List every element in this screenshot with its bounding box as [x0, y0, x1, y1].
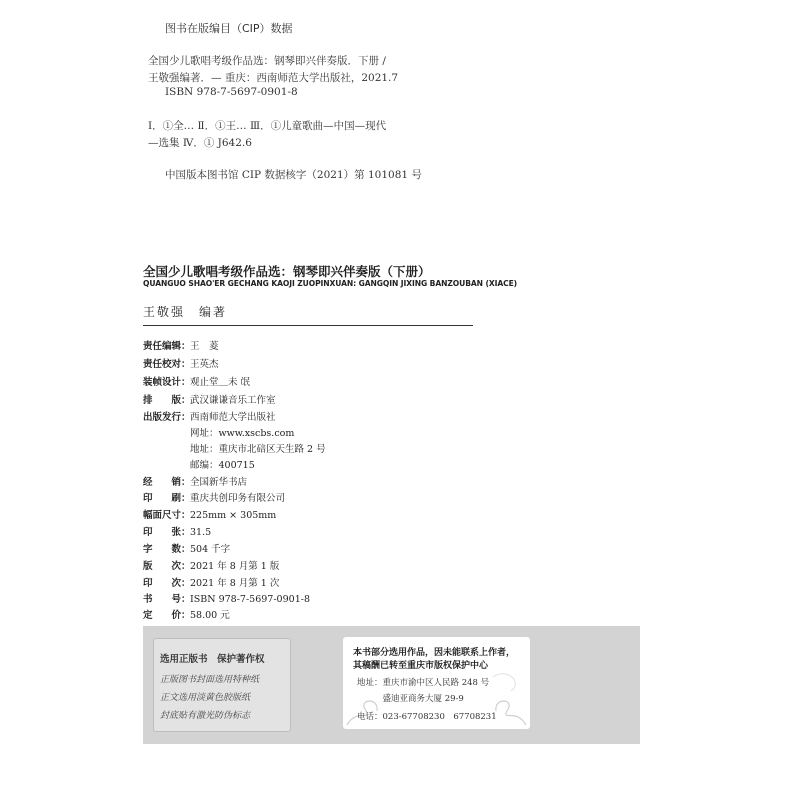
colophon-label: 出版发行：	[143, 412, 191, 423]
colophon-label: 装帧设计：	[143, 377, 191, 388]
colophon-label: 书 号：	[143, 594, 191, 605]
colophon-label: 经 销：	[143, 477, 191, 488]
anti-piracy-line: 封底贴有激光防伪标志	[160, 711, 251, 721]
colophon-row-typesetting	[143, 392, 276, 406]
colophon-row-printer	[143, 490, 285, 504]
notice-phone: 电话：023-67708230 67708231	[357, 712, 497, 722]
publisher-postcode: 邮编：400715	[190, 460, 255, 471]
colophon-value: 225mm × 305mm	[190, 510, 277, 521]
colophon-value: 全国新华书店	[190, 477, 248, 488]
colophon-label: 排 版：	[143, 395, 191, 406]
cip-line-author: 王敬强编著．— 重庆：西南师范大学出版社，2021.7	[148, 72, 399, 84]
colophon-value: 王 菱	[190, 341, 219, 352]
anti-piracy-title: 选用正版书 保护著作权	[160, 654, 265, 665]
colophon-value: 观止堂＿未 氓	[190, 377, 251, 388]
colophon-label: 责任校对：	[143, 359, 191, 370]
colophon-row-publisher	[143, 409, 276, 423]
title-divider	[143, 325, 473, 326]
anti-piracy-line: 正版图书封面选用特种纸	[160, 675, 260, 685]
colophon-row-isbn	[143, 591, 310, 605]
colophon-value: 58.00 元	[190, 610, 230, 621]
colophon-row-format	[143, 507, 276, 521]
colophon-value: 31.5	[190, 527, 212, 538]
colophon-row-editor	[143, 338, 219, 352]
notice-title-line: 本书部分选用作品，因未能联系上作者，	[353, 648, 516, 658]
colophon-value: 西南师范大学出版社	[190, 412, 276, 423]
cip-line-classification-cont: —选集 Ⅳ．① J642.6	[148, 137, 252, 149]
notice-address-cont: 盛迪亚商务大厦 29-9	[357, 694, 464, 704]
colophon-row-edition	[143, 558, 279, 572]
colophon-value: 重庆共创印务有限公司	[190, 493, 286, 504]
colophon-label: 印 刷：	[143, 493, 191, 504]
colophon-value: ISBN 978-7-5697-0901-8	[190, 594, 310, 605]
colophon-value: 王英杰	[190, 359, 219, 370]
colophon-value: 504 千字	[190, 544, 231, 555]
colophon-row-distributor	[143, 474, 247, 488]
colophon-row-design	[143, 374, 250, 388]
notice-address: 地址：重庆市渝中区人民路 248 号	[357, 678, 490, 688]
publisher-address: 地址：重庆市北碚区天生路 2 号	[190, 444, 326, 455]
colophon-row-wordcount	[143, 541, 230, 555]
book-author: 王敬强 编著	[143, 305, 228, 319]
cip-header: 图书在版编目（CIP）数据	[165, 22, 293, 35]
cip-line-isbn: ISBN 978-7-5697-0901-8	[165, 86, 298, 98]
colophon-label: 印 张：	[143, 527, 191, 538]
book-title: 全国少儿歌唱考级作品选：钢琴即兴伴奏版（下册）	[143, 264, 431, 279]
colophon-value: 2021 年 8 月第 1 次	[190, 578, 280, 589]
colophon-label: 定 价：	[143, 610, 191, 621]
publisher-website: 网址：www.xscbs.com	[190, 428, 295, 439]
colophon-label: 责任编辑：	[143, 341, 191, 352]
colophon-label: 印 次：	[143, 578, 191, 589]
colophon-label: 版 次：	[143, 561, 191, 572]
colophon-row-price	[143, 607, 230, 621]
book-title-pinyin: QUANGUO SHAO'ER GECHANG KAOJI ZUOPINXUAN: GANGQIN JIXING BANZOUBAN (XIACE)	[143, 279, 518, 288]
colophon-value: 武汉谦谦音乐工作室	[190, 395, 276, 406]
cip-line-record: 中国版本图书馆 CIP 数据核字（2021）第 101081 号	[165, 169, 422, 181]
colophon-value: 2021 年 8 月第 1 版	[190, 561, 280, 572]
cip-line-classification: Ⅰ．①全… Ⅱ．①王… Ⅲ．①儿童歌曲—中国—现代	[148, 120, 387, 132]
colophon-label: 幅面尺寸：	[143, 510, 191, 521]
colophon-row-printing	[143, 575, 279, 589]
colophon-row-sheets	[143, 524, 211, 538]
colophon-label: 字 数：	[143, 544, 191, 555]
anti-piracy-line: 正文选用淡黄色胶版纸	[160, 693, 251, 703]
notice-title-line: 其稿酬已转至重庆市版权保护中心	[353, 661, 489, 671]
colophon-row-proofreader	[143, 356, 219, 370]
cip-line-title: 全国少儿歌唱考级作品选：钢琴即兴伴奏版．下册 /	[148, 55, 386, 67]
